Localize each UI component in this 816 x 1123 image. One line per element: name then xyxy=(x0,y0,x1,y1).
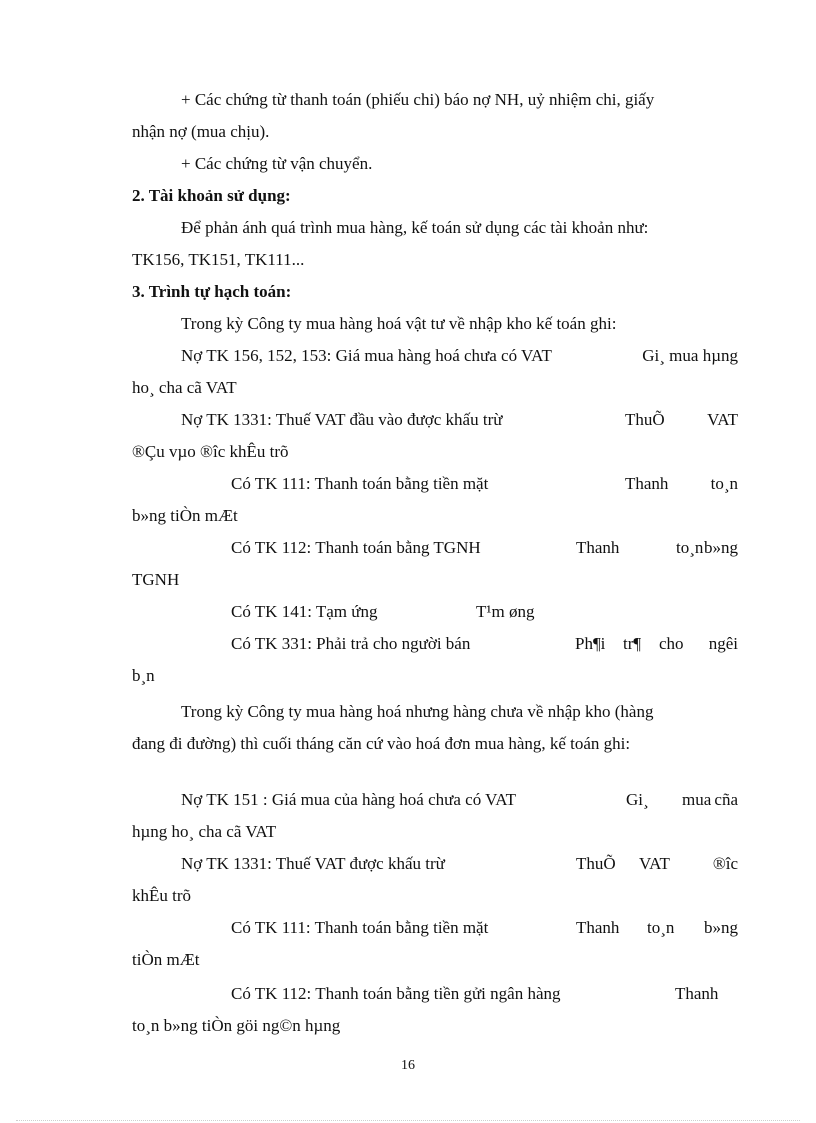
garbled-text: Thanh xyxy=(625,474,669,493)
garbled-text: b»ng xyxy=(704,918,738,937)
entry-text: Nợ TK 1331: Thuế VAT được khấu trừ xyxy=(181,854,445,873)
entry-text: Có TK 111: Thanh toán bằng tiền mặt xyxy=(231,474,489,493)
section-heading: 2. Tài khoản sử dụng: xyxy=(132,186,291,205)
section-heading: 3. Trình tự hạch toán: xyxy=(132,282,292,301)
journal-line xyxy=(231,602,535,622)
entry-text: Có TK 112: Thanh toán bằng tiền gửi ngân hàng xyxy=(231,984,561,1003)
entry-text: Nợ TK 156, 152, 153: Giá mua hàng hoá chưa có VAT xyxy=(181,346,552,365)
garbled-text: b»ng xyxy=(704,538,738,557)
garbled-text: to¸n xyxy=(710,474,738,493)
garbled-text: mua xyxy=(682,790,712,809)
garbled-text: Ph¶i xyxy=(575,634,606,653)
text-line: Trong kỳ Công ty mua hàng hoá vật tư về nhập kho kế toán ghi: xyxy=(181,314,617,333)
garbled-text: cho xyxy=(659,634,684,653)
journal-line xyxy=(181,790,738,810)
garbled-text: Thanh xyxy=(576,538,620,557)
garbled-text: ThuÕ xyxy=(576,854,616,873)
entry-text: Có TK 331: Phải trả cho người bán xyxy=(231,634,471,653)
garbled-text: tr¶ xyxy=(623,634,642,653)
garbled-text: to¸n xyxy=(676,538,704,557)
garbled-text: Thanh xyxy=(675,984,719,1003)
text-segment: + Các chứng từ thanh toán (phiếu chi) báo nợ NH, uỷ nhiệm chi, giấy xyxy=(181,90,655,109)
garbled-text: ngêi xyxy=(708,634,738,653)
garbled-text: b»ng tiÒn mÆt xyxy=(132,506,238,525)
text-line: + Các chứng từ vận chuyển. xyxy=(181,154,373,173)
journal-line xyxy=(231,984,738,1004)
garbled-text: Gi¸ mua hµng xyxy=(642,346,738,365)
journal-line xyxy=(181,346,738,366)
garbled-text: ThuÕ xyxy=(625,410,665,429)
journal-line xyxy=(231,918,738,938)
garbled-text: TGNH xyxy=(132,570,180,589)
garbled-text: Gi¸ xyxy=(626,790,649,809)
entry-text: Nợ TK 151 : Giá mua của hàng hoá chưa có VAT xyxy=(181,790,516,809)
entry-text: Nợ TK 1331: Thuế VAT đầu vào được khấu trừ xyxy=(181,410,503,429)
text-line: Để phản ánh quá trình mua hàng, kế toán sử dụng các tài khoản như: xyxy=(181,218,649,237)
journal-line xyxy=(231,538,738,558)
text-line: nhận nợ (mua chịu). xyxy=(132,122,270,141)
garbled-text: ho¸ cha cã VAT xyxy=(132,378,237,397)
garbled-text: ®Çu vµo ®îc khÊu trõ xyxy=(132,442,289,461)
journal-line xyxy=(181,854,738,874)
garbled-text: tiÒn mÆt xyxy=(132,950,200,969)
page-number: 16 xyxy=(401,1058,415,1073)
entry-text: Có TK 112: Thanh toán bằng TGNH xyxy=(231,538,481,557)
garbled-text: khÊu trõ xyxy=(132,886,192,905)
garbled-text: hµng ho¸ cha cã VAT xyxy=(132,822,277,841)
journal-line xyxy=(181,410,738,430)
garbled-text: VAT xyxy=(639,854,670,873)
entry-text: Có TK 141: Tạm ứng xyxy=(231,602,378,621)
page-bottom-divider xyxy=(16,1120,800,1121)
text-line xyxy=(181,90,738,110)
text-line: Trong kỳ Công ty mua hàng hoá nhưng hàng chưa về nhập kho (hàng xyxy=(181,702,654,721)
journal-line xyxy=(231,474,738,494)
garbled-text: b¸n xyxy=(132,666,155,685)
text-line: đang đi đường) thì cuối tháng căn cứ vào hoá đơn mua hàng, kế toán ghi: xyxy=(132,734,631,753)
garbled-text: T¹m øng xyxy=(476,602,535,621)
journal-line xyxy=(231,634,738,654)
garbled-text: to¸n xyxy=(647,918,675,937)
garbled-text: to¸n b»ng tiÒn göi ng©n hµng xyxy=(132,1016,341,1035)
garbled-text: VAT xyxy=(707,410,738,429)
garbled-text: cña xyxy=(714,790,738,809)
garbled-text: Thanh xyxy=(576,918,620,937)
text-line: TK156, TK151, TK111... xyxy=(132,250,305,269)
garbled-text: ®îc xyxy=(712,854,738,873)
entry-text: Có TK 111: Thanh toán bằng tiền mặt xyxy=(231,918,489,937)
